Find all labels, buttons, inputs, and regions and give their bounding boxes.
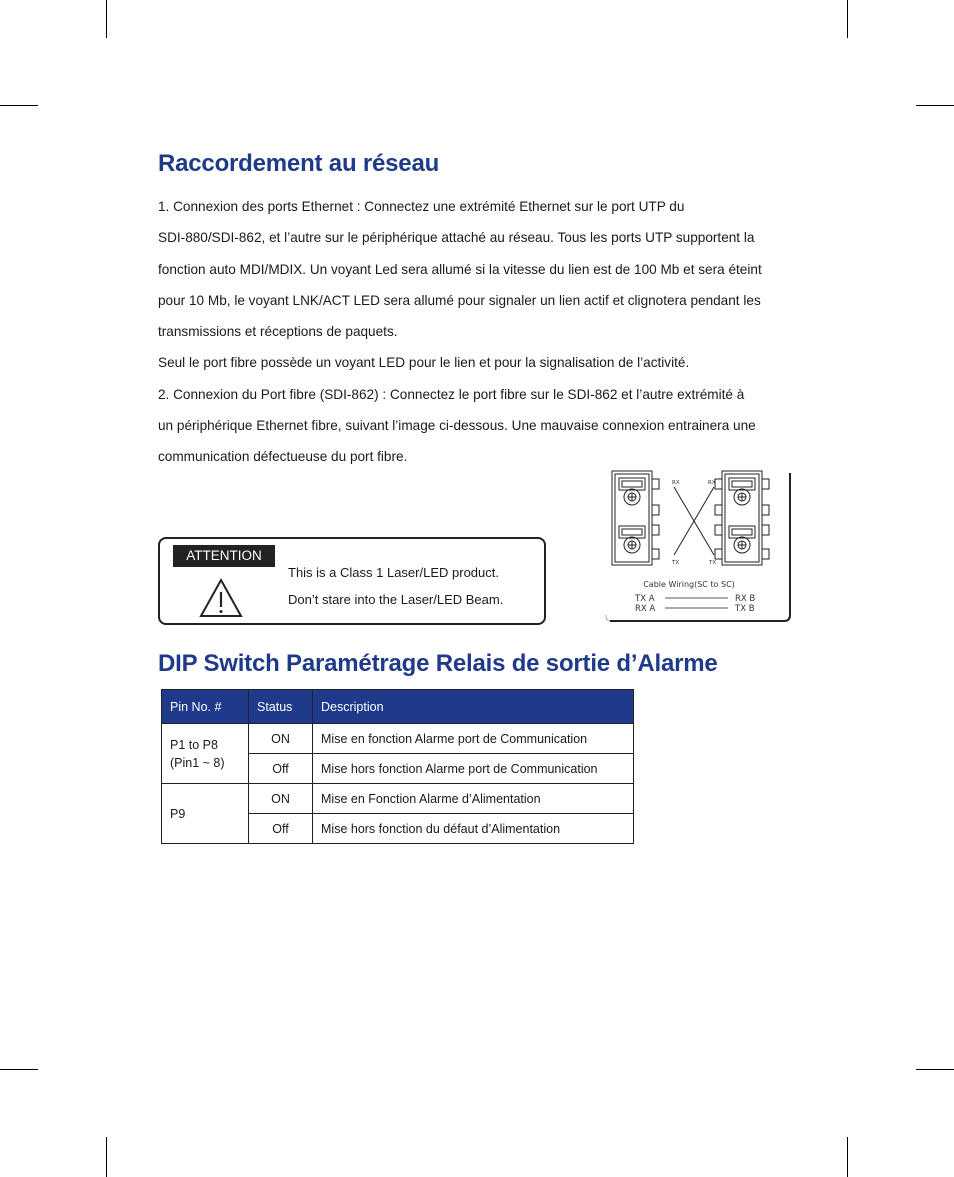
crop-mark: [106, 0, 107, 38]
text-line: 2. Connexion du Port fibre (SDI-862) : Connectez le port fibre sur le SDI-862 et l’autre extrémité à: [158, 386, 745, 402]
text-line: communication défectueuse du port fibre.: [158, 449, 408, 465]
crop-mark: [106, 1137, 107, 1177]
row2-right-label: TX B: [735, 604, 755, 614]
crop-mark: [0, 105, 38, 106]
crop-mark: [847, 1137, 848, 1177]
rx-left-label: RX: [672, 480, 680, 486]
text-line: transmissions et réceptions de paquets.: [158, 324, 398, 340]
status-cell: Off: [249, 754, 313, 784]
table-header-row: [162, 690, 634, 724]
row2-left-label: RX A: [635, 604, 656, 614]
sc-connector-left: [612, 471, 659, 565]
status-cell: Off: [249, 814, 313, 844]
text-line: pour 10 Mb, le voyant LNK/ACT LED sera allumé pour signaler un lien actif et clignotera pendant les: [158, 292, 761, 308]
text-line: fonction auto MDI/MDIX. Un voyant Led sera allumé si la vitesse du lien est de 100 Mb et sera éteint: [158, 261, 762, 277]
pin-line: (Pin1 ~ 8): [170, 755, 225, 770]
pin-line: P9: [170, 806, 186, 821]
pin-line: P1 to P8: [170, 737, 218, 752]
description-cell: Mise en Fonction Alarme d’Alimentation: [313, 784, 634, 814]
rx-right-label: RX: [708, 480, 716, 486]
description-cell: Mise en fonction Alarme port de Communication: [313, 724, 634, 754]
diagram-caption: Cable Wiring(SC to SC): [643, 580, 735, 589]
row1-left-label: TX A: [635, 594, 655, 604]
crop-mark: [916, 105, 954, 106]
attention-box: [158, 537, 546, 625]
description-cell: Mise hors fonction Alarme port de Communication: [313, 754, 634, 784]
tx-left-label: TX: [672, 560, 680, 566]
dip-switch-table: [161, 689, 634, 844]
header-pin: Pin No. #: [162, 690, 249, 724]
section-title-dip-switch: DIP Switch Paramétrage Relais de sortie d’Alarme: [158, 650, 718, 677]
crop-mark: [916, 1069, 954, 1070]
status-cell: ON: [249, 784, 313, 814]
crop-mark: [0, 1069, 38, 1070]
text-line: un périphérique Ethernet fibre, suivant l’image ci-dessous. Une mauvaise connexion entrainera une: [158, 418, 756, 434]
attention-label: ATTENTION: [173, 545, 275, 567]
section-title-network: Raccordement au réseau: [158, 150, 440, 177]
table-row: [162, 784, 634, 814]
tx-right-label: TX: [709, 560, 717, 566]
header-description: Description: [313, 690, 634, 724]
text-line: 1. Connexion des ports Ethernet : Connectez une extrémité Ethernet sur le port UTP du: [158, 199, 685, 214]
network-instructions: [158, 191, 818, 473]
status-cell: ON: [249, 724, 313, 754]
header-status: Status: [249, 690, 313, 724]
warning-triangle-icon: [198, 577, 244, 619]
crop-mark: [847, 0, 848, 38]
table-row: [162, 724, 634, 754]
row1-right-label: RX B: [735, 594, 756, 604]
fiber-wiring-diagram: [604, 469, 792, 625]
pin-cell: [162, 724, 249, 784]
pin-cell: [162, 784, 249, 844]
sc-connector-right: [715, 471, 769, 565]
attention-line-2: Don’t stare into the Laser/LED Beam.: [288, 592, 504, 607]
description-cell: Mise hors fonction du défaut d’Alimentation: [313, 814, 634, 844]
attention-line-1: This is a Class 1 Laser/LED product.: [288, 565, 499, 580]
text-line: Seul le port fibre possède un voyant LED pour le lien et pour la signalisation de l’activité.: [158, 355, 690, 371]
text-line: SDI-880/SDI-862, et l’autre sur le périphérique attaché au réseau. Tous les ports UTP supportent la: [158, 230, 755, 246]
